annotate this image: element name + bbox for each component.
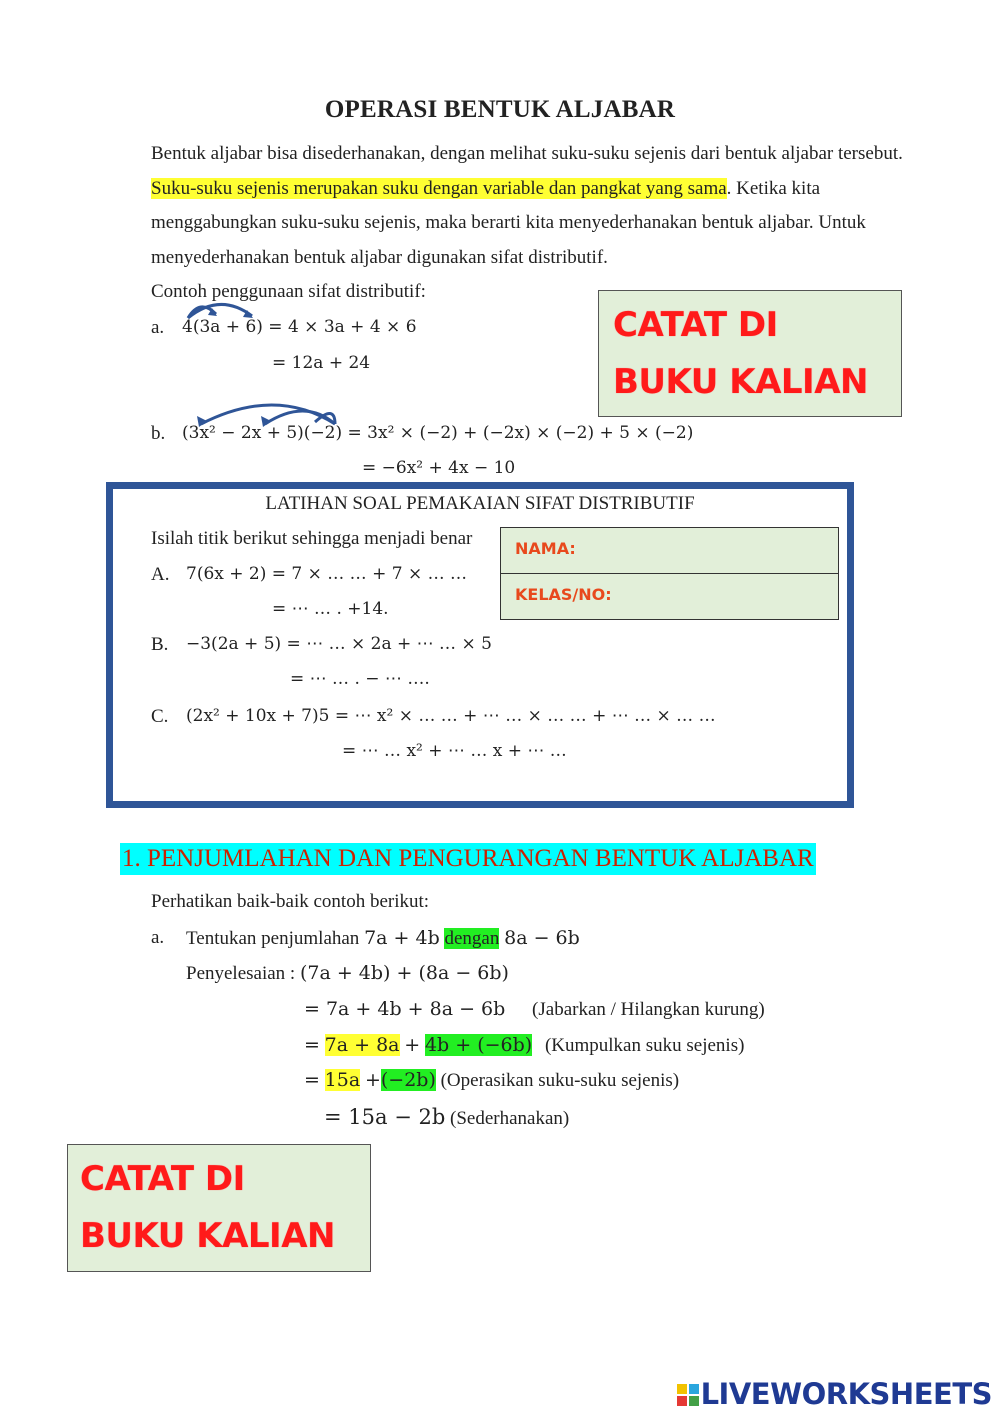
- exercise-c-line1: (2x² + 10x + 7)5 = ⋯ x² × … … + ⋯ … × … … + ⋯ … × … …: [186, 706, 716, 726]
- note-box-1: [598, 290, 902, 417]
- section-a-label: a.: [151, 927, 165, 948]
- exercise-a-line1: 7(6x + 2) = 7 × … … + 7 × … …: [186, 564, 467, 584]
- step2-like-terms-b: 4b + (−6b): [424, 1034, 533, 1056]
- task-pre: Tentukan penjumlahan: [186, 928, 360, 949]
- step2-eq: =: [304, 1034, 320, 1056]
- step2-like-terms-a: 7a + 8a: [324, 1034, 400, 1056]
- example-a-line1: 4(3a + 6) = 4 × 3a + 4 × 6: [182, 317, 417, 337]
- section-heading: 1. PENJUMLAHAN DAN PENGURANGAN BENTUK ALJABAR: [120, 843, 816, 875]
- class-field[interactable]: [500, 573, 839, 620]
- intro-text-2: . Ketika kita menggabungkan suku-suku sejenis, maka berarti kita menyederhanakan bentuk aljabar. Untuk menyederhanakan bentuk aljabar digunakan sifat distributif.: [151, 177, 866, 268]
- intro-text-1: Bentuk aljabar bisa disederhanakan, dengan melihat suku-suku sejenis dari bentuk aljabar tersebut.: [151, 143, 903, 164]
- name-label: NAMA:: [515, 539, 576, 558]
- exercise-a-line2: = ⋯ … . +14.: [272, 599, 389, 619]
- example-b-line1: (3x² − 2x + 5)(−2) = 3x² × (−2) + (−2x) × (−2) + 5 × (−2): [182, 423, 694, 443]
- example-label: Contoh penggunaan sifat distributif:: [151, 281, 426, 302]
- liveworksheets-logo: [677, 1377, 992, 1411]
- solution-label: Penyelesaian :: [186, 963, 296, 984]
- note-box-2: [67, 1144, 371, 1272]
- exercise-a-label: A.: [151, 564, 170, 585]
- exercise-c-label: C.: [151, 706, 169, 727]
- step2-note: (Kumpulkan suku sejenis): [544, 1035, 745, 1056]
- page-title: OPERASI BENTUK ALJABAR: [324, 96, 676, 123]
- step1-expr: = 7a + 4b + 8a − 6b: [304, 998, 506, 1020]
- exercise-b-line2: = ⋯ … . − ⋯ ….: [290, 669, 430, 689]
- step3-term-b: (−2b): [380, 1069, 436, 1091]
- note-2-line2: BUKU KALIAN: [80, 1216, 335, 1256]
- intro-paragraph: [151, 137, 911, 275]
- step1-note: (Jabarkan / Hilangkan kurung): [532, 999, 765, 1020]
- exercise-b-line1: −3(2a + 5) = ⋯ … × 2a + ⋯ … × 5: [186, 634, 492, 654]
- step3-eq: =: [304, 1069, 320, 1091]
- note-2-line1: CATAT DI: [80, 1159, 245, 1199]
- step2-line: [304, 1034, 744, 1057]
- step3-term-a: 15a: [324, 1069, 361, 1091]
- class-label: KELAS/NO:: [515, 585, 612, 604]
- intro-highlight: Suku-suku sejenis merupakan suku dengan variable dan pangkat yang sama: [151, 177, 727, 199]
- name-field[interactable]: [500, 527, 839, 574]
- step3-line: [304, 1069, 679, 1092]
- solution-line: [186, 962, 509, 985]
- step3-plus: +: [364, 1069, 381, 1091]
- step3-note: (Operasikan suku-suku sejenis): [440, 1070, 680, 1091]
- note-1-line2: BUKU KALIAN: [613, 362, 868, 402]
- step1-line: [304, 998, 765, 1021]
- example-b-label: b.: [151, 423, 166, 444]
- logo-text: LIVEWORKSHEETS: [700, 1377, 992, 1411]
- exercise-b-label: B.: [151, 634, 169, 655]
- task-highlight: dengan: [444, 928, 500, 949]
- section-intro: Perhatikan baik-baik contoh berikut:: [151, 891, 430, 912]
- exercise-instruction: Isilah titik berikut sehingga menjadi benar: [151, 528, 473, 549]
- example-b-line2: = −6x² + 4x − 10: [362, 458, 516, 478]
- exercise-heading: LATIHAN SOAL PEMAKAIAN SIFAT DISTRIBUTIF: [265, 493, 695, 514]
- example-a-label: a.: [151, 317, 165, 338]
- task-expr1: 7a + 4b: [364, 927, 440, 949]
- task-expr2: 8a − 6b: [504, 927, 580, 949]
- task-line: [186, 927, 580, 950]
- solution-expr: (7a + 4b) + (8a − 6b): [299, 962, 509, 984]
- step2-plus: +: [404, 1034, 421, 1056]
- step4-line: [324, 1105, 569, 1130]
- example-a-line2: = 12a + 24: [272, 353, 371, 373]
- step4-expr: = 15a − 2b: [324, 1105, 446, 1129]
- note-1-line1: CATAT DI: [613, 305, 778, 345]
- exercise-c-line2: = ⋯ … x² + ⋯ … x + ⋯ …: [342, 741, 567, 761]
- step4-note: (Sederhanakan): [450, 1108, 570, 1129]
- logo-icon: [677, 1384, 699, 1406]
